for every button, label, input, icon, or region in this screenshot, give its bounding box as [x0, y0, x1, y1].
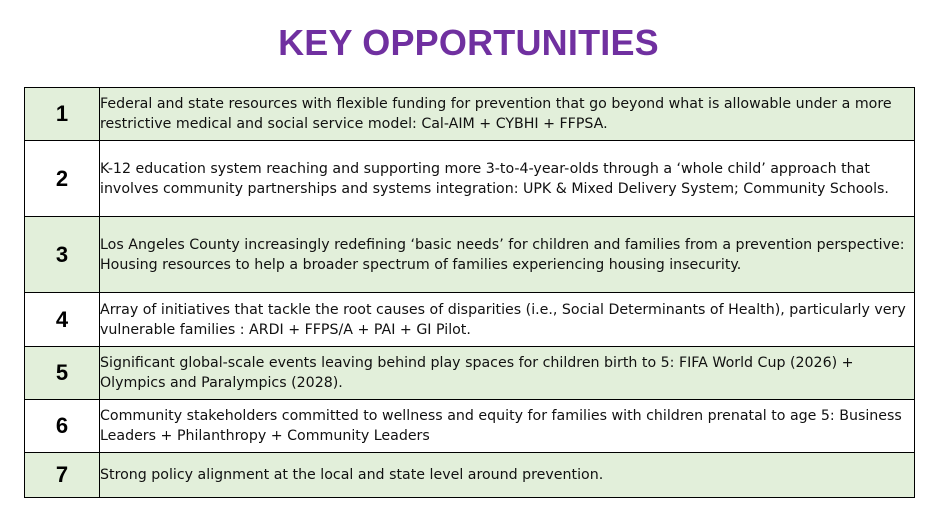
row-text: Federal and state resources with flexible funding for prevention that go beyond what is allowable under a more restrictive medical and social service model: Cal-AIM + CYBHI + FFPSA.	[100, 88, 915, 141]
table-row	[25, 88, 915, 141]
row-number: 6	[25, 400, 100, 453]
table-row	[25, 293, 915, 347]
table-row	[25, 453, 915, 498]
row-text: Array of initiatives that tackle the root causes of disparities (i.e., Social Determinants of Health), particularly very vulnerable families : ARDI + FFPS/A + PAI + GI Pilot.	[100, 293, 915, 347]
row-text: K-12 education system reaching and supporting more 3-to-4-year-olds through a ‘whole child’ approach that involves community partnerships and systems integration: UPK & Mixed Delivery System; Community Schools.	[100, 141, 915, 217]
table-row	[25, 217, 915, 293]
row-number: 4	[25, 293, 100, 347]
row-number: 1	[25, 88, 100, 141]
row-number: 7	[25, 453, 100, 498]
row-text: Significant global-scale events leaving behind play spaces for children birth to 5: FIFA World Cup (2026) + Olympics and Paralympics (2028).	[100, 347, 915, 400]
opportunities-table	[24, 87, 915, 498]
page-title: KEY OPPORTUNITIES	[278, 22, 659, 63]
row-text: Community stakeholders committed to wellness and equity for families with children prenatal to age 5: Business Leaders + Philanthropy + Community Leaders	[100, 400, 915, 453]
table-row	[25, 400, 915, 453]
row-number: 5	[25, 347, 100, 400]
row-text: Strong policy alignment at the local and state level around prevention.	[100, 453, 915, 498]
row-text: Los Angeles County increasingly redefining ‘basic needs’ for children and families from a prevention perspective: Housing resources to help a broader spectrum of families experiencing housing insecurity.	[100, 217, 915, 293]
table-row	[25, 347, 915, 400]
row-number: 3	[25, 217, 100, 293]
table-row	[25, 141, 915, 217]
row-number: 2	[25, 141, 100, 217]
